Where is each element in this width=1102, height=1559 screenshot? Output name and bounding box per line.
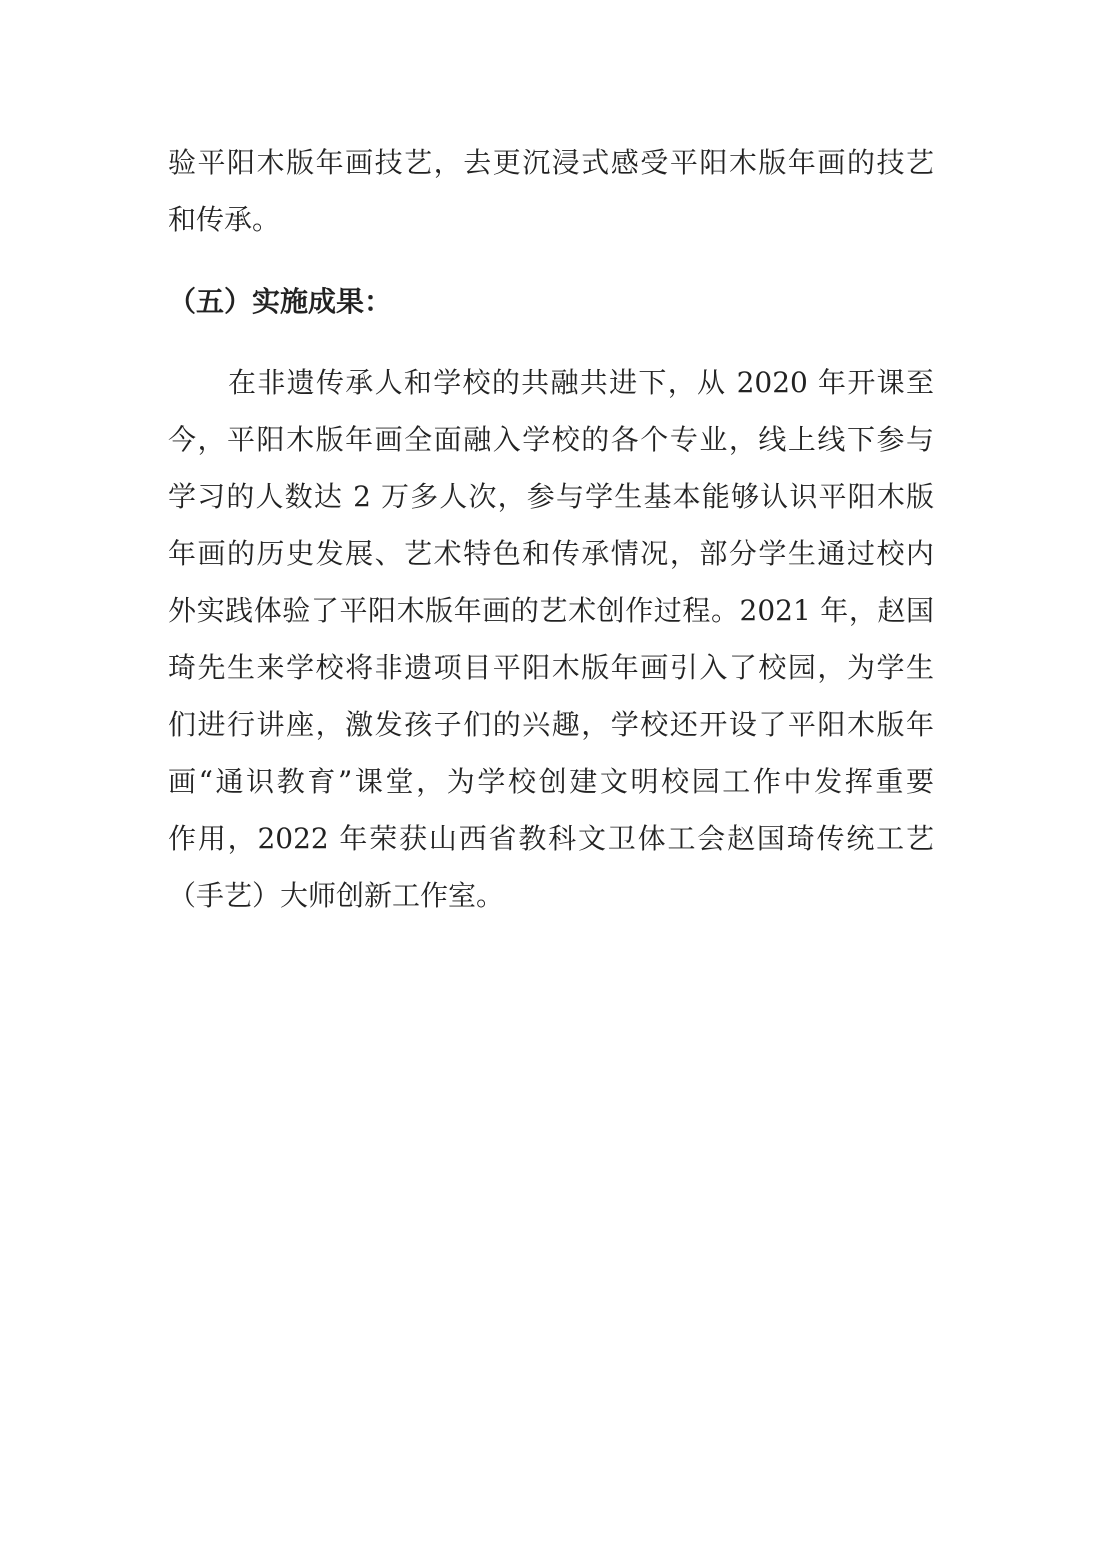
body-paragraph-line-3: 学习的人数达 2 万多人次，参与学生基本能够认识平阳木版 bbox=[168, 480, 934, 513]
section-heading: （五）实施成果： bbox=[168, 285, 393, 318]
intro-paragraph-line-2: 和传承。 bbox=[168, 203, 281, 236]
body-paragraph-line-5: 外实践体验了平阳木版年画的艺术创作过程。2021 年，赵国 bbox=[168, 594, 934, 627]
body-paragraph-line-6: 琦先生来学校将非遗项目平阳木版年画引入了校园，为学生 bbox=[168, 651, 934, 684]
body-paragraph-line-4: 年画的历史发展、艺术特色和传承情况，部分学生通过校内 bbox=[168, 537, 934, 570]
body-paragraph-line-7: 们进行讲座，激发孩子们的兴趣，学校还开设了平阳木版年 bbox=[168, 708, 934, 741]
body-paragraph-line-2: 今，平阳木版年画全面融入学校的各个专业，线上线下参与 bbox=[168, 423, 934, 456]
body-paragraph-line-8: 画“通识教育”课堂，为学校创建文明校园工作中发挥重要 bbox=[168, 765, 934, 798]
intro-paragraph-line-1: 验平阳木版年画技艺，去更沉浸式感受平阳木版年画的技艺 bbox=[168, 146, 934, 179]
body-paragraph-line-1: 在非遗传承人和学校的共融共进下，从 2020 年开课至 bbox=[228, 366, 934, 399]
body-paragraph-line-10: （手艺）大师创新工作室。 bbox=[168, 879, 505, 912]
body-paragraph-line-9: 作用，2022 年荣获山西省教科文卫体工会赵国琦传统工艺 bbox=[168, 822, 934, 855]
